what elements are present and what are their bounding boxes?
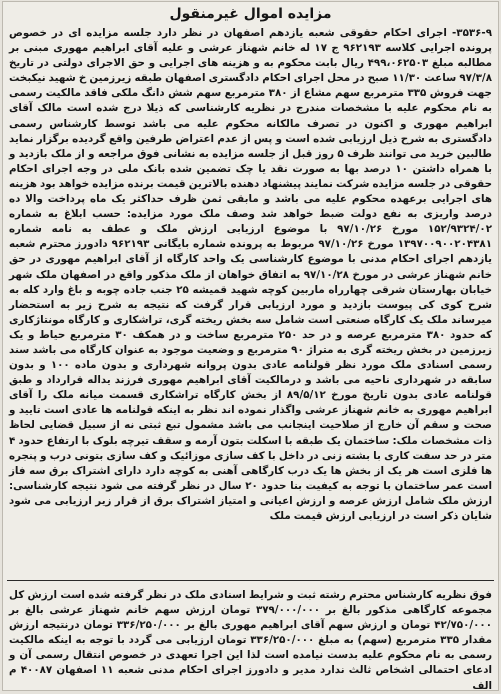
- section-divider: [7, 580, 494, 581]
- notice-footer: فوق نظریه کارشناس محترم رشته ثبت و شرایط اسنادی ملک در نظر گرفته شده است ارزش کل مجموعه کارگاهی مذکور بالغ بر ۳۷۹/۰۰۰/۰۰۰ تومان ارزش سهم خانم شهناز عرشی بالغ بر ۴۲/۷۵۰/۰۰۰ تومان و ارزش سهم آقای ابراهیم مهوری بالغ بر ۳۳۶/۲۵۰/۰۰۰ تومان درنتیجه ارزش مقدار ۳۳۵ مترمربع (سهم) به مبلغ ۳۳۶/۲۵۰/۰۰۰ تومان ارزیابی می گردد با توجه به اینکه مالکیت رسمی به نام محکوم علیه بدست نیامده است لذا این اجرا تعهدی در خصوص انتقال رسمی آن و ادعای احتمالی اشخاص ثالث ندارد مدیر و دادورز اجرای احکام مدنی شعبه ۱۱ اصفهان ۴۰۰۸۷ م الف: [9, 589, 493, 692]
- newspaper-notice-clipping: [2, 1, 499, 691]
- notice-body: ۳۵۳۶-۹- اجرای احکام حقوقی شعبه یازدهم اصفهان در نظر دارد جلسه مزایده ای در خصوص پرونده اجرایی کلاسه ۹۶۲۱۹۳ ج ۱۷ له خانم شهناز عرشی و علیه آقای ابراهیم مهوری مبنی بر مطالبه مبلغ ۴۹۹،۰۶۲۵۰۳ ریال بابت محکوم به و هزینه های اجرایی و حق الاجرای دولتی در تاریخ ۹۷/۳/۸ ساعت ۱۱/۳۰ صبح در محل اجرای احکام دادگستری اصفهان طبقه زیرزمین خ شهید نیکبخت جهت فروش ۳۳۵ مترمربع سهم مشاع از ۳۸۰ مترمربع سهم شش دانگ ملکی فاقد مالکیت رسمی به نام محکوم علیه با مشخصات مندرج در نظریه کارشناسی که ذیلا درج شده است مالک آقای ابراهیم مهوری و اکنون در تصرف مالکانه محکوم علیه می باشد توسط کارشناس رسمی دادگستری به شرح ذیل ارزیابی شده است و پس از عدم اعتراض طرفین واقع گردیده برگزار نماید طالبین خرید می توانند ظرف ۵ روز قبل از جلسه مزایده به نشانی فوق مراجعه و از ملک بازدید و با همراه داشتن ۱۰ درصد بها به صورت نقد یا چک تضمین شده بانک ملی در وجه اجرای احکام حقوقی در جلسه مزایده شرکت نمایند پیشنهاد دهنده بالاترین قیمت برنده مزایده خواهد بود هزینه های اجرایی برعهده محکوم علیه می باشد و مابقی ثمن ظرف حداکثر یک ماه پرداخت والا ده درصد واریزی به نفع دولت ضبط خواهد شد وصف ملک مورد مزایده: حسب ابلاغ به شماره ۱۵۲/۹۳۲۴/۰۲ مورخ ۹۷/۱۰/۲۶ با موضوع ارزیابی ارزش ملک و عطف به نامه شماره ۱۳۹۷۰۰۹۰۰۲۰۴۳۸۱ مورخ ۹۷/۱۰/۲۶ مربوط به پرونده شماره بایگانی ۹۶۲۱۹۳ دادورز محترم شعبه یازدهم اجرای احکام مدنی با موضوع کارشناسی یک واحد کارگاه از آقای ابراهیم مهوری در حق خانم شهناز عرشی در مورخ ۹۷/۱۰/۲۸ به اتفاق خواهان از ملک مذکور واقع در اصفهان ملک شهر خیابان بهارستان شرقی چهارراه ماربین کوچه شهید قمیشه ۲۵ جنب جاده چوبه و باغ وارد کله به شرح کوی کی پیوست بازدید و مورد ارزیابی قرار گرفت که نتیجه به شرح زیر به استحضار میرساند ملک یک کارگاه صنعتی است شامل سه بخش ریخته گری، تراشکاری و کارگاه مونتاژکاری که حدود ۳۸۰ مترمربع عرصه و در حد ۲۵۰ مترمربع ساخت و در همکف ۳۰ مترمربع حیاط و یک زیرزمین در بخش ریخته گری به متراژ ۹۰ مترمربع و وضعیت موجود به عنوان کارگاه می باشد سند رسمی اسنادی ملک مورد نظر قولنامه عادی بدون پروانه شهرداری و بدون ماده ۱۰۰ و بدون سابقه در شهرداری ناحیه می باشد و درمالکیت آقای ابراهیم مهوری فرزند یداله قرارداد و طبق قولنامه عادی بدون تاریخ مورخ ۸۹/۵/۱۲ از بخش کارگاه تراشکاری قسمت میانه ملک را آقای ابراهیم مهوری به خانم شهناز عرشی واگذار نموده اند نظر به اینکه قولنامه ها عادی است تایید و صحت و سقم آن خارج از صلاحیت اینجانب می باشد مشمول تبع ثبتی نه از سبیل قضایی لحاظ ذات مشخصات ملک: ساختمان یک طبقه با اسکلت بتون آرمه و سقف تیرچه بلوک با ارتفاع حدود ۴ متر در حد سفت کاری با بشته زنی در داخل با کف سازی موزائیک و کف سازی بتونی درب و پنجره ها فلزی است هر یک از بخش ها یک درب کارگاهی آهنی به کوچه دارد دارای اشتراک برق سه فاز است عمر ساختمان با توجه به کیفیت بنا حدود ۲۰ سال در نظر گرفته می شود نتیجه کارشناسی: ارزش ملک شامل ارزش عرصه و ارزش اعیانی و امتیاز اشتراک برق از قرار زیر ارزیابی می شود شایان ذکر است در ارزیابی ارزش قیمت ملک: [9, 27, 492, 522]
- notice-title: مزایده اموال غیرمنقول: [169, 6, 332, 22]
